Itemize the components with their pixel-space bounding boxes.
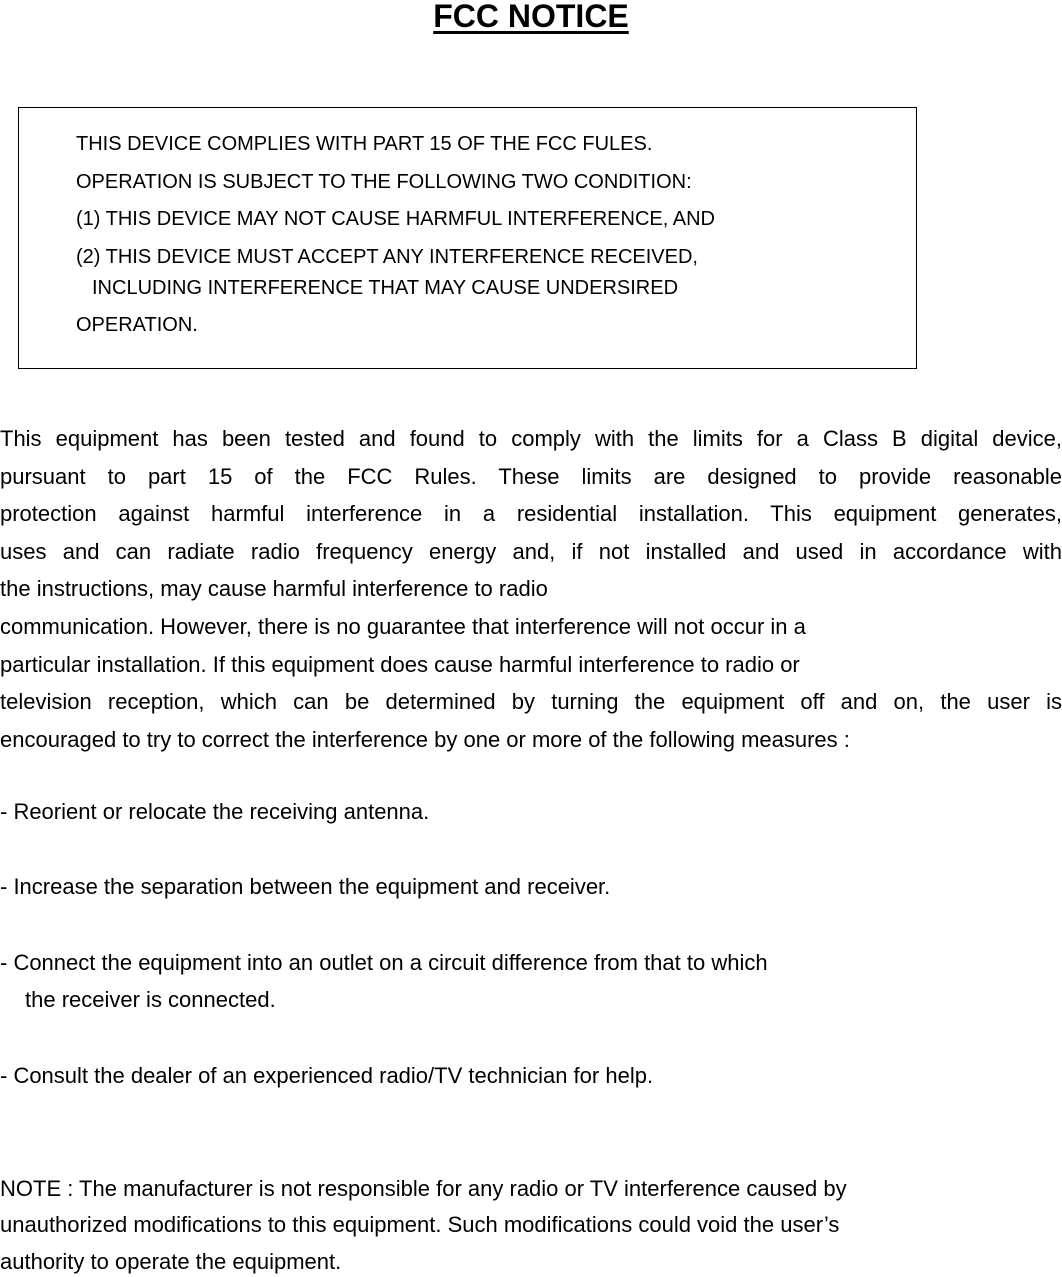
measure-consult-dealer: - Consult the dealer of an experienced radio/TV technician for help. [0, 1063, 654, 1088]
paragraph-line: particular installation. If this equipment does cause harmful interference to radio or [0, 651, 800, 677]
measure-different-outlet-continued: the receiver is connected. [25, 987, 276, 1012]
note-line-2: unauthorized modifications to this equipment. Such modifications could void the user’s [0, 1212, 840, 1237]
paragraph-line: communication. However, there is no guarantee that interference will not occur in a [0, 613, 806, 639]
box-line-operation-end: OPERATION. [76, 314, 198, 336]
box-line-operation: OPERATION IS SUBJECT TO THE FOLLOWING TWO CONDITION: [76, 171, 692, 193]
box-line-compliance: THIS DEVICE COMPLIES WITH PART 15 OF THE FCC FULES. [76, 133, 653, 155]
box-line-condition-1: (1) THIS DEVICE MAY NOT CAUSE HARMFUL INTERFERENCE, AND [76, 208, 715, 230]
measure-increase-separation: - Increase the separation between the equipment and receiver. [0, 874, 611, 899]
paragraph-line: uses and can radiate radio frequency energy and, if not installed and used in accordance with [0, 538, 1062, 564]
page-title: FCC NOTICE [433, 0, 629, 34]
paragraph-line: the instructions, may cause harmful interference to radio [0, 576, 548, 602]
note-line-3: authority to operate the equipment. [0, 1249, 342, 1274]
measure-different-outlet: - Connect the equipment into an outlet on a circuit difference from that to which [0, 950, 768, 975]
paragraph-line: pursuant to part 15 of the FCC Rules. These limits are designed to provide reasonable [0, 463, 1062, 489]
paragraph-line: This equipment has been tested and found to comply with the limits for a Class B digital device, [0, 426, 1062, 451]
paragraph-line: encouraged to try to correct the interference by one or more of the following measures : [0, 726, 850, 752]
note-line-1: NOTE : The manufacturer is not responsible for any radio or TV interference caused by [0, 1176, 847, 1201]
compliance-paragraph [0, 420, 1062, 758]
fcc-compliance-box [18, 107, 917, 369]
box-line-condition-2-continued: INCLUDING INTERFERENCE THAT MAY CAUSE UNDERSIRED [92, 277, 679, 299]
paragraph-line: television reception, which can be determined by turning the equipment off and on, the user is [0, 689, 1062, 715]
measure-reorient-antenna: - Reorient or relocate the receiving antenna. [0, 799, 430, 824]
box-line-condition-2: (2) THIS DEVICE MUST ACCEPT ANY INTERFERENCE RECEIVED, [76, 246, 698, 268]
paragraph-line: protection against harmful interference in a residential installation. This equipment generates, [0, 501, 1062, 527]
